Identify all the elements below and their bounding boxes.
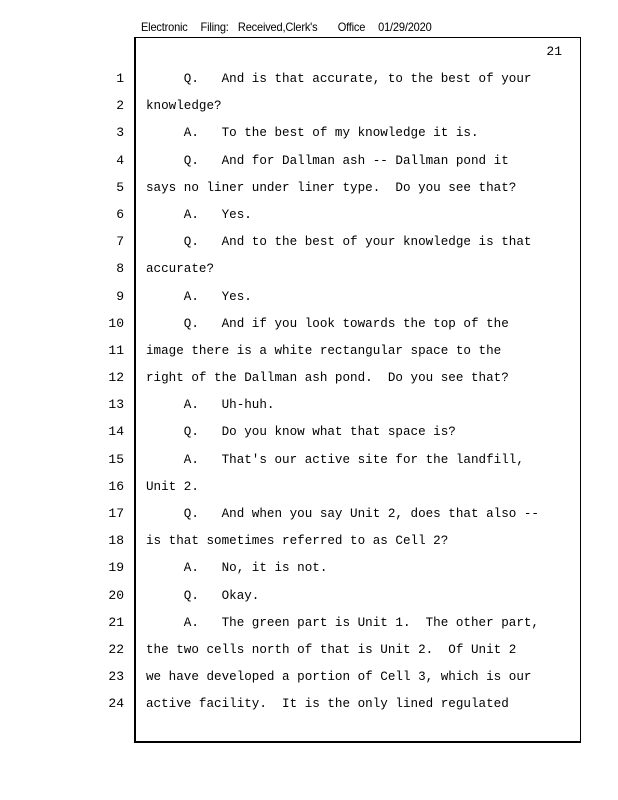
transcript-body bbox=[146, 70, 576, 723]
line-number: 18 bbox=[108, 533, 124, 549]
stamp-date: 01/29/2020 bbox=[378, 20, 432, 34]
line-number: 22 bbox=[108, 641, 124, 657]
line-number: 8 bbox=[116, 261, 124, 277]
transcript-line: image there is a white rectangular space to the bbox=[146, 343, 502, 358]
line-number: 3 bbox=[116, 125, 124, 141]
transcript-line: accurate? bbox=[146, 262, 215, 277]
line-number: 10 bbox=[108, 315, 124, 331]
line-number: 17 bbox=[108, 506, 124, 521]
line-number: 7 bbox=[116, 234, 124, 250]
transcript-line: Unit 2. bbox=[146, 479, 199, 494]
line-number: 19 bbox=[108, 560, 124, 576]
transcript-line: A. Yes. bbox=[146, 207, 252, 222]
line-number: 13 bbox=[108, 397, 124, 413]
transcript-line: Q. And if you look towards the top of the bbox=[146, 316, 509, 331]
transcript-line: right of the Dallman ash pond. Do you see that? bbox=[146, 371, 509, 386]
line-number: 11 bbox=[108, 342, 124, 358]
line-number: 9 bbox=[116, 288, 124, 304]
stamp-received: Received,Clerk's bbox=[237, 20, 318, 34]
line-number: 1 bbox=[116, 71, 124, 86]
transcript-line: A. Uh-huh. bbox=[146, 398, 275, 413]
transcript-line: active facility. It is the only lined regulated bbox=[146, 697, 509, 712]
line-number: 12 bbox=[108, 370, 124, 386]
filing-stamp bbox=[141, 20, 432, 34]
transcript-line: A. The green part is Unit 1. The other part, bbox=[146, 615, 539, 630]
transcript-line: A. Yes. bbox=[146, 289, 252, 304]
transcript-line: A. To the best of my knowledge it is. bbox=[146, 126, 479, 141]
stamp-electronic: Electronic bbox=[141, 20, 188, 34]
transcript-line: the two cells north of that is Unit 2. Of Unit 2 bbox=[146, 642, 517, 657]
line-number: 4 bbox=[116, 152, 124, 168]
line-number: 23 bbox=[108, 669, 124, 685]
transcript-line: we have developed a portion of Cell 3, which is our bbox=[146, 670, 532, 685]
line-number: 16 bbox=[108, 478, 124, 494]
transcript-line: Q. Do you know what that space is? bbox=[146, 425, 456, 440]
transcript-line: Q. And for Dallman ash -- Dallman pond it bbox=[146, 153, 509, 168]
line-number: 6 bbox=[116, 206, 124, 222]
transcript-line: knowledge? bbox=[146, 99, 222, 114]
transcript-line: Q. And when you say Unit 2, does that also -- bbox=[146, 507, 539, 521]
transcript-line: is that sometimes referred to as Cell 2? bbox=[146, 534, 449, 549]
page-number: 21 bbox=[546, 44, 562, 59]
line-number: 20 bbox=[108, 587, 124, 603]
transcript-line: Q. And to the best of your knowledge is that bbox=[146, 235, 532, 250]
line-number: 21 bbox=[108, 614, 124, 630]
stamp-office: Office bbox=[337, 20, 366, 34]
stamp-filing: Filing: bbox=[200, 20, 229, 34]
transcript-line: A. That's our active site for the landfill, bbox=[146, 452, 524, 467]
transcript-line: says no liner under liner type. Do you see that? bbox=[146, 180, 517, 195]
line-number-column bbox=[100, 70, 124, 723]
line-number: 15 bbox=[108, 451, 124, 467]
transcript-line: A. No, it is not. bbox=[146, 561, 328, 576]
line-number: 14 bbox=[108, 424, 124, 440]
transcript-line: Q. And is that accurate, to the best of your bbox=[146, 72, 532, 86]
transcript-line: Q. Okay. bbox=[146, 588, 260, 603]
line-number: 2 bbox=[116, 98, 124, 114]
line-number: 24 bbox=[108, 696, 124, 712]
line-number: 5 bbox=[116, 179, 124, 195]
